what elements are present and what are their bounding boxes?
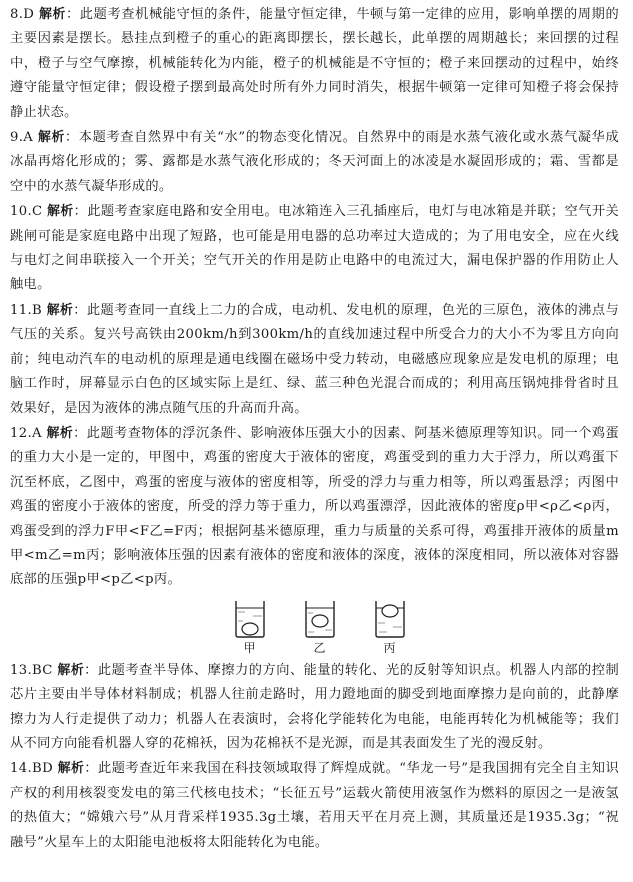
analysis-text: ：此题考查物体的浮沉条件、影响液体压强大小的因素、阿基米德原理等知识。同一个鸡蛋的重力大小是一定的，甲图中，鸡蛋的密度大于液体的密度，鸡蛋受到的重力大于浮力，所以鸡蛋下沉至杯底，乙图中，鸡蛋的密度与液体的密度相等，所受的浮力与重力相等，所以鸡蛋悬浮；丙图中鸡蛋的密度小于液体的密度，所受的浮力等于重力，所以鸡蛋漂浮，因此液体的密度ρ甲<ρ乙<ρ丙，鸡蛋受到的浮力F甲<F乙=F丙；根据阿基米德原理，重力与质量的关系可得，鸡蛋排开液体的质量m甲<m乙=m丙；影响液体压强的因素有液体的密度和液体的深度，液体的深度相同，所以液体对容器底部的压强p甲<p乙<p丙。 [10,425,620,588]
analysis-tag: 解析 [47,204,74,220]
analysis-text: ：此题考查机械能守恒的条件，能量守恒定律，牛顿与第一定律的应用，影响单摆的周期的主要因素是摆长。悬挂点到橙子的重心的距离即摆长，摆长越长，此单摆的周期越长；来回摆的过程中，橙子与空气摩擦，机械能转化为内能，橙子的机械能是不守恒的；橙子来回摆动的过程中，始终遵守能量守恒定律；假设橙子摆到最高处时所有外力同时消失，根据牛顿第一定律可知橙子将会保持静止状态。 [10,7,619,120]
question-number: 10.C [10,204,43,220]
beaker-sinking-egg-icon [233,599,267,639]
beaker-bing [370,599,410,659]
answer-item-13 [10,659,619,757]
answer-item-10 [10,200,619,298]
analysis-tag: 解析 [57,761,85,777]
beaker-label: 甲 [243,640,256,655]
answer-item-11 [10,299,619,421]
question-number: 14.BD [10,761,53,777]
question-number: 13.BC [10,662,53,678]
egg-beaker-figure [10,599,619,659]
analysis-tag: 解析 [38,130,65,146]
analysis-text: ：本题考查自然界中有关“水”的物态变化情况。自然界中的雨是水蒸气液化或水蒸气凝华成冰晶再熔化形成的；雾、露都是水蒸气液化形成的；冬天河面上的冰凌是水凝固形成的；霜、雪都是空中的水蒸气凝华形成的。 [10,130,619,194]
answer-item-9 [10,126,619,199]
analysis-tag: 解析 [39,7,66,22]
answer-item-12 [10,422,619,593]
analysis-tag: 解析 [46,302,74,318]
answer-item-14 [10,757,619,855]
analysis-text: ：此题考查近年来我国在科技领域取得了辉煌成就。“华龙一号”是我国拥有完全自主知识产权的利用核裂变发电的第三代核电技术；“长征五号”运载火箭使用液氢作为燃料的原因之一是液氢的热值大；“嫦娥六号”从月背采样1935.3g土壤，若用天平在月亮上测，其质量还是1935.3g；“祝融号”火星车上的太阳能电池板将太阳能转化为电能。 [10,761,619,850]
beaker-yi [300,599,340,659]
analysis-text: ：此题考查半导体、摩擦力的方向、能量的转化、光的反射等知识点。机器人内部的控制芯片主要由半导体材料制成；机器人往前走路时，用力蹬地面的脚受到地面摩擦力是向前的，此静摩擦力为人行走提供了动力；机器人在表演时，会将化学能转化为电能，电能再转化为机械能等；我们从不同方向能看机器人穿的花棉袄，因为花棉袄不是光源，而是其表面发生了光的漫反射。 [10,662,620,751]
answer-item-8 [10,3,619,125]
beaker-label: 乙 [313,640,326,655]
beaker-label: 丙 [383,640,396,655]
analysis-text: ：此题考查家庭电路和安全用电。电冰箱连入三孔插座后，电灯与电冰箱是并联；空气开关跳闸可能是家庭电路中出现了短路，也可能是用电器的总功率过大造成的；为了用电安全，应在火线与电灯之间串联接入一个开关；空气开关的作用是防止电路中的电流过大，漏电保护器的作用防止人触电。 [10,204,620,293]
question-number: 12.A [10,425,42,441]
question-number: 11.B [10,302,43,318]
beaker-floating-egg-icon [373,599,407,639]
question-number: 9.A [10,130,34,146]
analysis-text: ：此题考查同一直线上二力的合成，电动机、发电机的原理，色光的三原色，液体的沸点与气压的关系。复兴号高铁由200km/h到300km/h的直线加速过程中所受合力的大小不为零且方向向前；纯电动汽车的电动机的原理是通电线圈在磁场中受力转动，电磁感应现象应是发电机的原理；电脑工作时，屏幕显示白色的区域实际上是红、绿、蓝三种色光混合而成的；利用高压锅炖排骨省时且效果好，是因为液体的沸点随气压的升高而升高。 [10,302,619,416]
analysis-tag: 解析 [57,662,85,678]
analysis-tag: 解析 [46,425,74,441]
beaker-suspended-egg-icon [303,599,337,639]
question-number: 8.D [10,7,35,22]
beaker-jia [230,599,270,659]
